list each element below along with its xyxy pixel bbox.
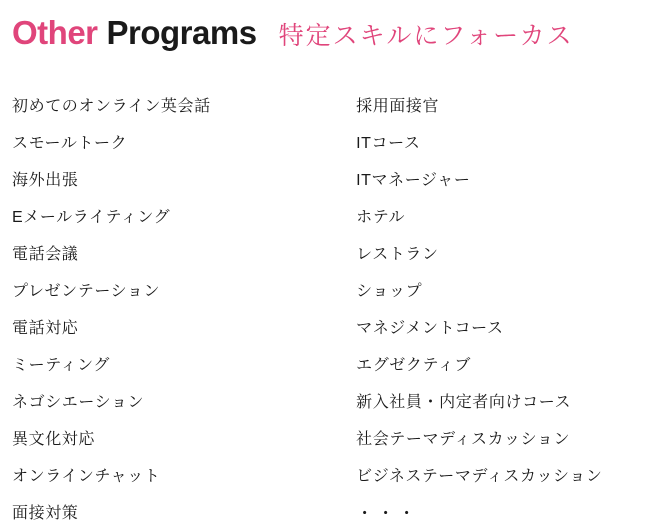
- program-columns: [10, 88, 641, 532]
- list-item: ネゴシエーション: [12, 393, 145, 411]
- list-item: オンラインチャット: [12, 467, 161, 485]
- list-item: 海外出張: [12, 171, 79, 189]
- list-item: エグゼクティブ: [356, 356, 472, 374]
- title-accent-word: Other: [12, 14, 98, 51]
- list-item: ショップ: [356, 282, 423, 300]
- list-item: 電話対応: [12, 319, 79, 337]
- list-item-ellipsis: ・・・: [356, 504, 420, 523]
- list-item: ITコース: [356, 134, 421, 152]
- list-item: レストラン: [356, 245, 439, 263]
- list-item: 面接対策: [12, 504, 79, 522]
- title-subtitle: 特定スキルにフォーカス: [278, 22, 574, 50]
- list-item: 異文化対応: [12, 430, 96, 448]
- list-item: Eメールライティング: [12, 208, 171, 226]
- list-item: ホテル: [356, 208, 406, 226]
- list-item: 新入社員・内定者向けコース: [356, 393, 572, 411]
- list-item: 初めてのオンライン英会話: [12, 97, 211, 115]
- list-item: ITマネージャー: [356, 171, 471, 189]
- page-title: [12, 14, 641, 52]
- program-column-2: [354, 88, 641, 532]
- list-item: ビジネステーマディスカッション: [356, 467, 603, 485]
- list-item: プレゼンテーション: [12, 282, 161, 300]
- list-item: マネジメントコース: [356, 319, 504, 337]
- title-main-word: Programs: [106, 14, 257, 51]
- list-item: 電話会議: [12, 245, 79, 263]
- program-column-1: [10, 88, 354, 532]
- list-item: スモールトーク: [12, 134, 128, 152]
- list-item: 採用面接官: [356, 97, 440, 115]
- list-item: ミーティング: [12, 356, 111, 374]
- list-item: 社会テーマディスカッション: [356, 430, 571, 448]
